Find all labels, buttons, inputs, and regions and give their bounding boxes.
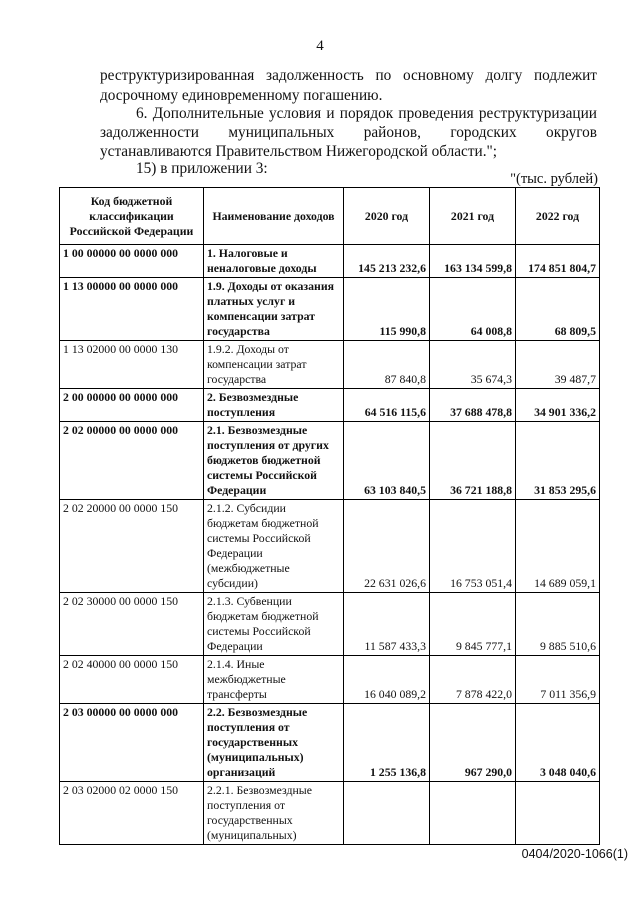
row-2021: 967 290,0 [430,704,516,782]
row-code: 1 13 00000 00 0000 000 [60,278,204,341]
table-row [60,656,600,704]
row-2021: 7 878 422,0 [430,656,516,704]
row-2022 [516,782,600,845]
row-2020 [344,782,430,845]
table-header-row [60,188,600,245]
paragraph-line: устанавливаются Правительством Нижегородской области."; [100,143,498,160]
row-2022: 31 853 295,6 [516,422,600,500]
row-code: 2 03 02000 02 0000 150 [60,782,204,845]
row-2020: 63 103 840,5 [344,422,430,500]
row-2020: 64 516 115,6 [344,389,430,422]
row-2020: 145 213 232,6 [344,245,430,278]
row-name: 1. Налоговые и неналоговые доходы [204,245,344,278]
row-code: 1 00 00000 00 0000 000 [60,245,204,278]
row-code: 1 13 02000 00 0000 130 [60,341,204,389]
paragraph-line: досрочному единовременному погашению. [100,87,383,104]
row-name: 2.2. Безвозмездные поступления от государственных (муниципальных) организаций [204,704,344,782]
paragraph-line: реструктуризированная задолженность по основному долгу подлежит [100,67,597,84]
header-2020: 2020 год [344,188,430,245]
header-2022: 2022 год [516,188,600,245]
document-code: 0404/2020-1066(1) [521,847,628,861]
row-2022: 9 885 510,6 [516,593,600,656]
row-code: 2 03 00000 00 0000 000 [60,704,204,782]
row-2022: 34 901 336,2 [516,389,600,422]
paragraph-line: 15) в приложении 3: [136,160,268,177]
row-name: 2. Безвозмездные поступления [204,389,344,422]
row-2020: 11 587 433,3 [344,593,430,656]
row-2022: 3 048 040,6 [516,704,600,782]
table-row [60,422,600,500]
table-row [60,593,600,656]
row-2021: 16 753 051,4 [430,500,516,593]
table-row [60,341,600,389]
row-name: 2.1.2. Субсидии бюджетам бюджетной системы Российской Федерации (межбюджетные субсидии) [204,500,344,593]
paragraph-line: задолженности муниципальных районов, городских округов [100,124,597,141]
row-2021: 163 134 599,8 [430,245,516,278]
row-2022: 14 689 059,1 [516,500,600,593]
unit-label: "(тыс. рублей) [510,171,598,187]
row-2022: 68 809,5 [516,278,600,341]
row-code: 2 02 00000 00 0000 000 [60,422,204,500]
row-2021: 37 688 478,8 [430,389,516,422]
row-2020: 16 040 089,2 [344,656,430,704]
row-2021: 9 845 777,1 [430,593,516,656]
row-2020: 1 255 136,8 [344,704,430,782]
paragraph-line: 6. Дополнительные условия и порядок проведения реструктуризации [136,105,597,122]
row-2021 [430,782,516,845]
row-code: 2 02 30000 00 0000 150 [60,593,204,656]
header-2021: 2021 год [430,188,516,245]
table-row [60,500,600,593]
row-name: 1.9. Доходы от оказания платных услуг и компенсации затрат государства [204,278,344,341]
header-code: Код бюджетной классификации Российской Федерации [60,188,204,245]
row-2021: 35 674,3 [430,341,516,389]
row-2022: 7 011 356,9 [516,656,600,704]
row-name: 2.1.4. Иные межбюджетные трансферты [204,656,344,704]
row-code: 2 02 20000 00 0000 150 [60,500,204,593]
row-name: 2.1. Безвозмездные поступления от других бюджетов бюджетной системы Российской Федерации [204,422,344,500]
row-code: 2 02 40000 00 0000 150 [60,656,204,704]
row-2020: 87 840,8 [344,341,430,389]
row-name: 1.9.2. Доходы от компенсации затрат государства [204,341,344,389]
table-row [60,389,600,422]
row-2020: 115 990,8 [344,278,430,341]
row-code: 2 00 00000 00 0000 000 [60,389,204,422]
page-number: 4 [316,38,324,54]
row-2021: 64 008,8 [430,278,516,341]
row-name: 2.1.3. Субвенции бюджетам бюджетной системы Российской Федерации [204,593,344,656]
row-2020: 22 631 026,6 [344,500,430,593]
row-2021: 36 721 188,8 [430,422,516,500]
table-row [60,278,600,341]
row-2022: 39 487,7 [516,341,600,389]
table-row [60,782,600,845]
row-name: 2.2.1. Безвозмездные поступления от государственных (муниципальных) [204,782,344,845]
revenue-table [59,187,600,845]
header-name: Наименование доходов [204,188,344,245]
table-row [60,245,600,278]
table-row [60,704,600,782]
row-2022: 174 851 804,7 [516,245,600,278]
